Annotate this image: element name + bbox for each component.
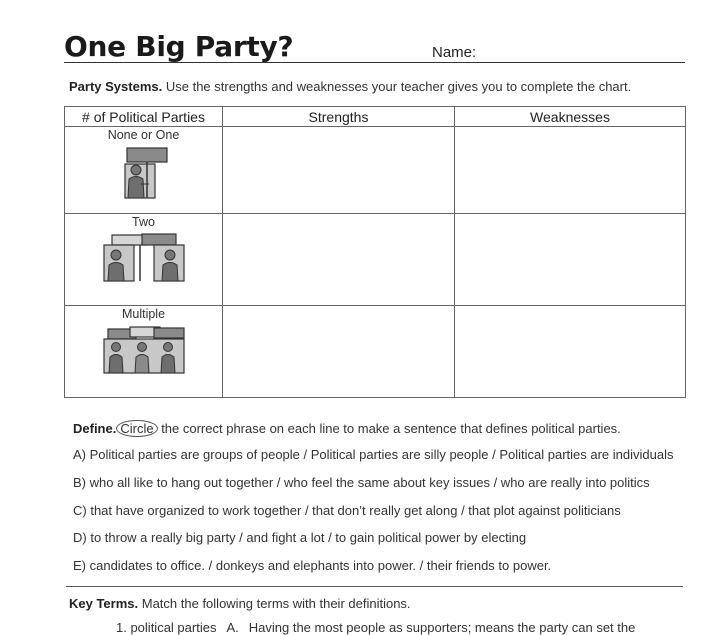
- two-politicians-podium-icon: [102, 233, 186, 283]
- weaknesses-cell-multiple[interactable]: [455, 306, 686, 398]
- key-terms-instruction: [69, 596, 411, 611]
- page-title: One Big Party?: [64, 30, 294, 63]
- name-label: Name:: [432, 44, 477, 61]
- define-line-e[interactable]: E) candidates to office. / donkeys and elephants into power. / their friends to power.: [73, 558, 552, 573]
- party-systems-heading: Party Systems.: [69, 79, 163, 94]
- define-line-a[interactable]: A) Political parties are groups of people / Political parties are silly people / Political parties are individuals: [73, 447, 674, 462]
- chart-row-two: [65, 214, 686, 306]
- weaknesses-cell-one[interactable]: [455, 127, 686, 214]
- party-systems-text: Use the strengths and weaknesses your teacher gives you to complete the chart.: [162, 79, 632, 94]
- strengths-cell-one[interactable]: [223, 127, 455, 214]
- section-divider: [66, 586, 683, 587]
- column-header-strengths: Strengths: [223, 107, 455, 127]
- definition-letter: A.: [226, 620, 239, 635]
- key-term-row: [116, 620, 645, 635]
- chart-row-one: [65, 127, 686, 214]
- row-label-two: Two: [132, 215, 155, 229]
- row-label-cell: [65, 306, 223, 398]
- strengths-cell-multiple[interactable]: [223, 306, 455, 398]
- party-systems-instruction: [69, 79, 631, 94]
- row-label-cell: [65, 214, 223, 306]
- chart-row-multiple: [65, 306, 686, 398]
- weaknesses-cell-two[interactable]: [455, 214, 686, 306]
- key-term: 1. political parties: [116, 620, 217, 635]
- define-instruction: [73, 420, 621, 437]
- row-label-one: None or One: [107, 128, 180, 142]
- circle-word: Circle: [116, 420, 157, 437]
- party-systems-chart: [64, 106, 686, 398]
- define-line-b[interactable]: B) who all like to hang out together / who feel the same about key issues / who are really into politics: [73, 475, 650, 490]
- row-label-multiple: Multiple: [121, 307, 166, 321]
- one-politician-podium-icon: [119, 146, 169, 200]
- definition-text: Having the most people as supporters; means the party can set the: [248, 620, 636, 635]
- define-line-d[interactable]: D) to throw a really big party / and fight a lot / to gain political power by electing: [73, 530, 527, 545]
- chart-header-row: [65, 107, 686, 127]
- multiple-politicians-podium-icon: [102, 325, 186, 375]
- define-line-c[interactable]: C) that have organized to work together / that don’t really get along / that plot against politicians: [73, 503, 621, 518]
- key-terms-text: Match the following terms with their definitions.: [138, 596, 411, 611]
- define-heading: Define.: [73, 421, 117, 436]
- column-header-parties: # of Political Parties: [65, 107, 223, 127]
- name-line: [64, 62, 685, 63]
- key-terms-heading: Key Terms.: [69, 596, 139, 611]
- column-header-weaknesses: Weaknesses: [455, 107, 686, 127]
- strengths-cell-two[interactable]: [223, 214, 455, 306]
- row-label-cell: [65, 127, 223, 214]
- define-text: the correct phrase on each line to make a sentence that defines political parties.: [157, 421, 621, 436]
